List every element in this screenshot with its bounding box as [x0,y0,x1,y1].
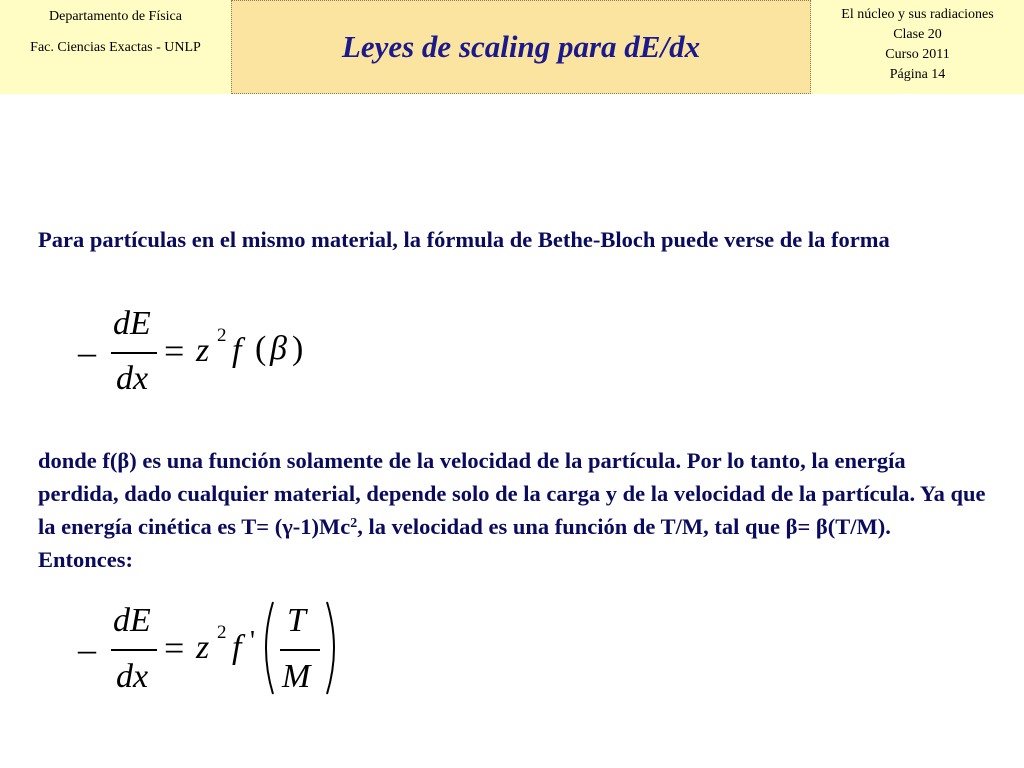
eq2-minus: – [78,629,96,669]
title-box [231,0,811,94]
paragraph-intro: Para partículas en el mismo material, la fórmula de Bethe-Bloch puede verse de la forma [38,227,890,252]
equation-bethe-bloch [78,305,338,400]
class-number: Clase 20 [893,27,942,42]
course-name: El núcleo y sus radiaciones [841,7,994,22]
eq2-prime: ' [250,626,256,657]
course-year: Curso 2011 [885,47,950,62]
eq2-f: f [232,629,242,666]
eq2-right-paren [324,600,342,696]
page-number: Página 14 [889,67,946,82]
eq2-fraction-line [111,649,157,651]
eq1-fraction-line [111,352,157,354]
eq2-left-paren [258,600,276,696]
header-right-info [811,0,1024,94]
eq1-beta: β [270,330,287,367]
eq2-denominator: dx [116,658,149,695]
paragraph2-part2: , la velocidad es una función de T/M, tal que β= β(T/M). Entonces: [38,514,891,572]
page-title: Leyes de scaling para dE/dx [341,29,701,64]
eq1-exponent: 2 [217,325,227,346]
eq2-M: M [282,658,311,695]
eq1-denominator: dx [116,360,149,397]
eq2-numerator: dE [113,602,151,639]
eq1-f: f [232,332,242,369]
equation-scaling [78,598,358,703]
eq1-minus: – [78,332,96,372]
eq2-equals: = [164,628,185,668]
eq1-lparen: ( [255,330,267,367]
eq1-numerator: dE [113,305,151,342]
eq2-exponent: 2 [217,622,227,643]
department-label: Departamento de Física [49,9,182,24]
header-left-info [0,0,231,94]
eq2-T: T [287,602,306,639]
eq1-rparen: ) [292,330,304,367]
eq2-inner-fraction-line [280,649,320,651]
paragraph2-part1: donde f(β) es una función solamente de la velocidad de la partícula. Por lo tanto, la energía perdida, dado cualquier material, depende solo de la carga y de la velocidad de la partícula. Ya que la energía cinética es T= (γ-1)Mc [38,448,986,539]
eq2-z: z [196,629,210,666]
eq1-equals: = [164,331,185,371]
paragraph2-superscript: 2 [350,516,358,531]
eq1-z: z [196,332,210,369]
paragraph-explanation [38,444,988,576]
faculty-label: Fac. Ciencias Exactas - UNLP [30,40,201,55]
